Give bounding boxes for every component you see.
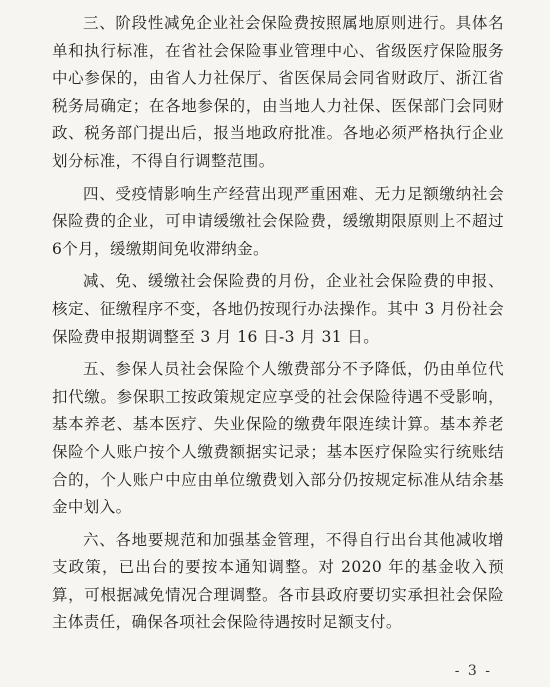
paragraph-fund-management: 六、各地要规范和加强基金管理，不得自行出台其他减收增支政策，已出台的要按本通知调整。对 2020 年的基金收入预算，可根据减免情况合理调整。各市县政府要切实承担社会保险主体责任，确保各项社会保险待遇按时足额支付。: [52, 530, 504, 632]
paragraph-individual-contribution: 五、参保人员社会保险个人缴费部分不予降低，仍由单位代扣代缴。参保职工按政策规定应享受的社会保险待遇不受影响，基本养老、基本医疗、失业保险的缴费年限连续计算。基本养老保险个人账户按个人缴费额据实记录；基本医疗保险实行统账结合的，个人账户中应由单位缴费划入部分仍按规定标准从结余基金中划入。: [52, 360, 504, 517]
page-number: - 3 -: [454, 663, 492, 679]
paragraph-reduction-scope: 三、阶段性减免企业社会保险费按照属地原则进行。具体名单和执行标准，在省社会保险事业管理中心、省级医疗保险服务中心参保的，由省人力社保厅、省医保局会同省财政厅、浙江省税务局确定；在各地参保的，由当地人力社保、医保部门会同财政、税务部门提出后，报当地政府批准。各地必须严格执行企业划分标准，不得自行调整范围。: [52, 14, 504, 170]
paragraph-deferred-payment: 四、受疫情影响生产经营出现严重困难、无力足额缴纳社会保险费的企业，可申请缓缴社会保险费，缓缴期限原则上不超过6个月，缓缴期间免收滞纳金。: [52, 184, 504, 258]
paragraph-declaration-procedure: 减、免、缓缴社会保险费的月份，企业社会保险费的申报、核定、征缴程序不变，各地仍按现行办法操作。其中 3 月份社会保险费申报期调整至 3 月 16 日-3 月 31 日。: [52, 272, 504, 346]
